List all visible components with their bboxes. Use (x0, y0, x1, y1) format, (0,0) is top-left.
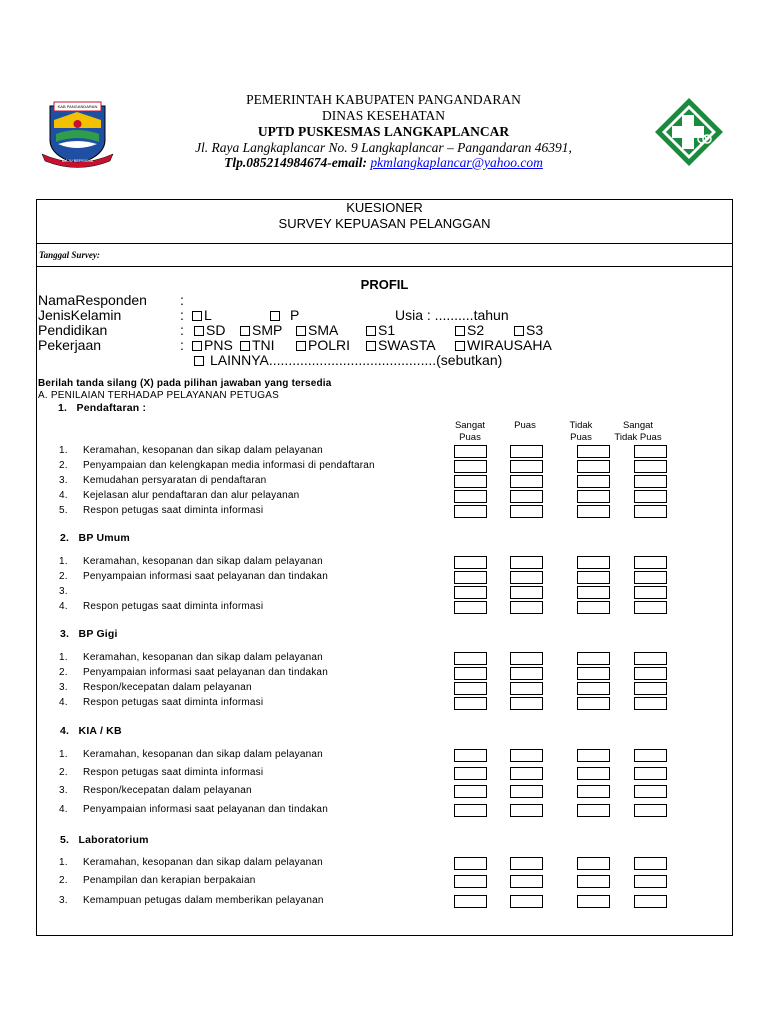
rating-checkbox[interactable] (510, 475, 543, 488)
section-title-text: KIA / KB (78, 725, 122, 737)
rating-checkbox[interactable] (510, 460, 543, 473)
pekerjaan-label: Pekerjaan (38, 337, 102, 353)
question-text: Respon petugas saat diminta informasi (83, 505, 264, 516)
option-label: SMP (252, 322, 283, 338)
header-line-address: Jl. Raya Langkaplancar No. 9 Langkaplancar – Pangandaran 46391, (195, 140, 572, 155)
rating-checkbox[interactable] (577, 682, 610, 695)
pendidikan-label: Pendidikan (38, 322, 108, 338)
rating-checkbox[interactable] (577, 445, 610, 458)
col-header-line: Sangat (454, 420, 486, 431)
rating-checkbox[interactable] (634, 475, 667, 488)
rating-checkbox[interactable] (577, 804, 610, 817)
rating-checkbox[interactable] (634, 682, 667, 695)
question-number: 3. (59, 785, 68, 796)
rating-checkbox[interactable] (577, 505, 610, 518)
checkbox-icon (192, 341, 202, 351)
left-logo (40, 98, 115, 168)
option-s2[interactable] (455, 322, 484, 338)
section-title (58, 402, 146, 414)
option-polri[interactable] (296, 337, 350, 353)
option-label: POLRI (308, 337, 351, 353)
checkbox-icon (455, 341, 465, 351)
rating-checkbox[interactable] (454, 749, 487, 762)
option-label: SWASTA (378, 337, 436, 353)
question-number: 3. (59, 475, 68, 486)
question-number: 4. (59, 490, 68, 501)
rating-checkbox[interactable] (634, 505, 667, 518)
rating-checkbox[interactable] (454, 571, 487, 584)
rating-checkbox[interactable] (510, 697, 543, 710)
rating-checkbox[interactable] (510, 490, 543, 503)
header-line-contact (150, 155, 617, 171)
section-title (60, 834, 149, 846)
rating-checkbox[interactable] (634, 652, 667, 665)
rating-checkbox[interactable] (634, 875, 667, 888)
question-text: Keramahan, kesopanan dan sikap dalam pelayanan (83, 857, 323, 868)
rating-checkbox[interactable] (577, 601, 610, 614)
rating-checkbox[interactable] (634, 490, 667, 503)
jenis-kelamin-label: JenisKelamin (38, 307, 122, 323)
option-label: WIRAUSAHA (467, 337, 552, 353)
question-number: 3. (59, 895, 68, 906)
checkbox-icon (455, 326, 465, 336)
logo-motto-text: MAJU BERSAMA (61, 158, 94, 163)
option-pns[interactable] (192, 337, 233, 353)
option-s3[interactable] (514, 322, 543, 338)
rating-checkbox[interactable] (577, 875, 610, 888)
rating-checkbox[interactable] (577, 475, 610, 488)
rating-checkbox[interactable] (454, 667, 487, 680)
jenis-colon: : (180, 307, 184, 323)
question-number: 1. (59, 556, 68, 567)
option-label: PNS (204, 337, 233, 353)
option-label: TNI (252, 337, 275, 353)
rating-checkbox[interactable] (510, 875, 543, 888)
rating-checkbox[interactable] (634, 667, 667, 680)
rating-checkbox[interactable] (510, 586, 543, 599)
tanggal-survey-label: Tanggal Survey: (39, 250, 100, 260)
rating-checkbox[interactable] (634, 460, 667, 473)
rating-checkbox[interactable] (454, 601, 487, 614)
option-lainnya[interactable] (194, 352, 502, 368)
checkbox-icon (366, 341, 376, 351)
rating-checkbox[interactable] (577, 586, 610, 599)
nama-colon: : (180, 292, 184, 308)
option-sma[interactable] (296, 322, 338, 338)
rating-checkbox[interactable] (454, 857, 487, 870)
rating-checkbox[interactable] (634, 895, 667, 908)
instruction-text: Berilah tanda silang (X) pada pilihan jawaban yang tersedia (38, 378, 332, 389)
rating-checkbox[interactable] (510, 804, 543, 817)
col-header-sangat-puas (440, 420, 500, 444)
section-title-text: Laboratorium (78, 834, 149, 846)
question-text: Kemudahan persyaratan di pendaftaran (83, 475, 267, 486)
checkbox-icon (240, 326, 250, 336)
col-header-puas (495, 420, 555, 432)
rating-checkbox[interactable] (634, 697, 667, 710)
rating-checkbox[interactable] (454, 682, 487, 695)
profil-title: PROFIL (360, 277, 409, 292)
question-text: Penyampaian informasi saat pelayanan dan tindakan (83, 804, 328, 815)
rating-checkbox[interactable] (510, 785, 543, 798)
rating-checkbox[interactable] (577, 767, 610, 780)
question-text: Penyampaian informasi saat pelayanan dan tindakan (83, 667, 328, 678)
header-line-uptd: UPTD PUSKESMAS LANGKAPLANCAR (257, 124, 510, 139)
rating-checkbox[interactable] (577, 667, 610, 680)
section-title-text: BP Umum (78, 532, 130, 544)
rating-checkbox[interactable] (510, 445, 543, 458)
col-header-line: Puas (514, 420, 536, 431)
rating-checkbox[interactable] (454, 445, 487, 458)
question-number: 1. (59, 652, 68, 663)
option-l[interactable] (192, 307, 212, 323)
rating-checkbox[interactable] (634, 556, 667, 569)
rating-checkbox[interactable] (634, 785, 667, 798)
rating-checkbox[interactable] (577, 571, 610, 584)
divider-tanggal (36, 266, 733, 267)
header-line-dinas: DINAS KESEHATAN (321, 108, 446, 123)
usia-field[interactable]: Usia : ..........tahun (395, 307, 509, 323)
section-number: 4. (60, 725, 70, 737)
question-text: Keramahan, kesopanan dan sikap dalam pelayanan (83, 556, 323, 567)
question-number: 2. (59, 571, 68, 582)
checkbox-icon (366, 326, 376, 336)
questionnaire-frame (36, 199, 733, 936)
section-title (60, 628, 118, 640)
option-label: S3 (526, 322, 544, 338)
rating-checkbox[interactable] (454, 505, 487, 518)
email-link[interactable]: pkmlangkaplancar@yahoo.com (370, 155, 543, 170)
checkbox-icon (270, 311, 280, 321)
option-s1[interactable] (366, 322, 395, 338)
form-title: KUESIONER (346, 200, 423, 215)
question-text: Keramahan, kesopanan dan sikap dalam pelayanan (83, 652, 323, 663)
rating-checkbox[interactable] (454, 895, 487, 908)
rating-checkbox[interactable] (634, 601, 667, 614)
question-text: Respon/kecepatan dalam pelayanan (83, 682, 252, 693)
rating-checkbox[interactable] (454, 586, 487, 599)
question-text: Respon petugas saat diminta informasi (83, 697, 264, 708)
col-header-tidak-puas (551, 420, 611, 444)
question-number: 2. (59, 767, 68, 778)
rating-checkbox[interactable] (454, 767, 487, 780)
rating-checkbox[interactable] (454, 804, 487, 817)
option-tni[interactable] (240, 337, 275, 353)
section-a-title: A. PENILAIAN TERHADAP PELAYANAN PETUGAS (38, 390, 280, 401)
question-text: Respon petugas saat diminta informasi (83, 601, 264, 612)
divider-title (36, 243, 733, 244)
option-label: SMA (308, 322, 339, 338)
phone-text: Tlp.085214984674-email: (224, 155, 371, 170)
rating-checkbox[interactable] (634, 767, 667, 780)
option-label: S1 (378, 322, 396, 338)
rating-checkbox[interactable] (510, 667, 543, 680)
rating-checkbox[interactable] (510, 505, 543, 518)
col-header-line: Sangat (622, 420, 654, 431)
checkbox-icon (514, 326, 524, 336)
question-number: 4. (59, 697, 68, 708)
rating-checkbox[interactable] (577, 697, 610, 710)
section-number: 5. (60, 834, 70, 846)
question-text: Keramahan, kesopanan dan sikap dalam pelayanan (83, 749, 323, 760)
rating-checkbox[interactable] (634, 804, 667, 817)
question-text: Penyampaian dan kelengkapan media informasi di pendaftaran (83, 460, 375, 471)
form-subtitle: SURVEY KEPUASAN PELANGGAN (278, 216, 491, 231)
option-p-label: P (290, 307, 300, 323)
question-text: Respon/kecepatan dalam pelayanan (83, 785, 252, 796)
option-p[interactable] (270, 307, 299, 323)
rating-checkbox[interactable] (577, 460, 610, 473)
right-logo (652, 95, 726, 169)
puskesmas-logo-icon (652, 95, 726, 169)
option-wirausaha[interactable] (455, 337, 552, 353)
rating-checkbox[interactable] (510, 749, 543, 762)
rating-checkbox[interactable] (454, 875, 487, 888)
pendidikan-colon: : (180, 322, 184, 338)
rating-checkbox[interactable] (577, 652, 610, 665)
question-number: 1. (59, 857, 68, 868)
section-number: 3. (60, 628, 70, 640)
checkbox-icon (240, 341, 250, 351)
question-number: 1. (59, 749, 68, 760)
rating-checkbox[interactable] (454, 785, 487, 798)
rating-checkbox[interactable] (510, 857, 543, 870)
question-number: 3. (59, 586, 68, 597)
section-title (60, 725, 122, 737)
question-number: 2. (59, 667, 68, 678)
rating-checkbox[interactable] (454, 460, 487, 473)
checkbox-icon (194, 356, 204, 366)
question-number: 5. (59, 505, 68, 516)
option-label: S2 (467, 322, 485, 338)
col-header-line: Tidak Puas (614, 432, 662, 443)
checkbox-icon (296, 341, 306, 351)
rating-checkbox[interactable] (510, 652, 543, 665)
question-text: Keramahan, kesopanan dan sikap dalam pelayanan (83, 445, 323, 456)
logo-banner-text: KAB PANGANDARAN (57, 104, 98, 109)
rating-checkbox[interactable] (634, 445, 667, 458)
question-number: 4. (59, 601, 68, 612)
col-header-sangat-tidak-puas (608, 420, 668, 444)
question-text: Kemampuan petugas dalam memberikan pelayanan (83, 895, 324, 906)
checkbox-icon (296, 326, 306, 336)
rating-checkbox[interactable] (577, 490, 610, 503)
rating-checkbox[interactable] (510, 767, 543, 780)
rating-checkbox[interactable] (577, 895, 610, 908)
rating-checkbox[interactable] (577, 749, 610, 762)
header-line-government: PEMERINTAH KABUPATEN PANGANDARAN (246, 92, 521, 107)
rating-checkbox[interactable] (634, 857, 667, 870)
question-number: 3. (59, 682, 68, 693)
option-smp[interactable] (240, 322, 282, 338)
rating-checkbox[interactable] (577, 857, 610, 870)
rating-checkbox[interactable] (577, 785, 610, 798)
checkbox-icon (192, 311, 202, 321)
col-header-line: Puas (459, 432, 481, 443)
checkbox-icon (194, 326, 204, 336)
rating-checkbox[interactable] (634, 586, 667, 599)
question-number: 2. (59, 460, 68, 471)
rating-checkbox[interactable] (510, 601, 543, 614)
question-number: 1. (59, 445, 68, 456)
section-title-text: BP Gigi (78, 628, 118, 640)
rating-checkbox[interactable] (510, 895, 543, 908)
question-text: Kejelasan alur pendaftaran dan alur pelayanan (83, 490, 300, 501)
question-number: 4. (59, 804, 68, 815)
option-sd[interactable] (194, 322, 225, 338)
question-number: 2. (59, 875, 68, 886)
section-title-text: Pendaftaran : (76, 402, 147, 414)
pekerjaan-colon: : (180, 337, 184, 353)
nama-label: NamaResponden (38, 292, 147, 308)
rating-checkbox[interactable] (454, 697, 487, 710)
question-text: Penyampaian informasi saat pelayanan dan tindakan (83, 571, 328, 582)
col-header-line: Tidak (569, 420, 593, 431)
rating-checkbox[interactable] (577, 556, 610, 569)
rating-checkbox[interactable] (634, 749, 667, 762)
option-label: LAINNYA...........................................(sebutkan) (210, 352, 503, 368)
option-swasta[interactable] (366, 337, 436, 353)
rating-checkbox[interactable] (454, 652, 487, 665)
section-title (60, 532, 130, 544)
rating-checkbox[interactable] (454, 490, 487, 503)
option-l-label: L (204, 307, 212, 323)
section-number: 1. (58, 402, 68, 414)
section-number: 2. (60, 532, 70, 544)
rating-checkbox[interactable] (510, 682, 543, 695)
rating-checkbox[interactable] (510, 556, 543, 569)
question-text: Respon petugas saat diminta informasi (83, 767, 264, 778)
question-text: Penampilan dan kerapian berpakaian (83, 875, 256, 886)
rating-checkbox[interactable] (454, 475, 487, 488)
rating-checkbox[interactable] (634, 571, 667, 584)
option-label: SD (206, 322, 226, 338)
rating-checkbox[interactable] (510, 571, 543, 584)
col-header-line: Puas (570, 432, 592, 443)
rating-checkbox[interactable] (454, 556, 487, 569)
